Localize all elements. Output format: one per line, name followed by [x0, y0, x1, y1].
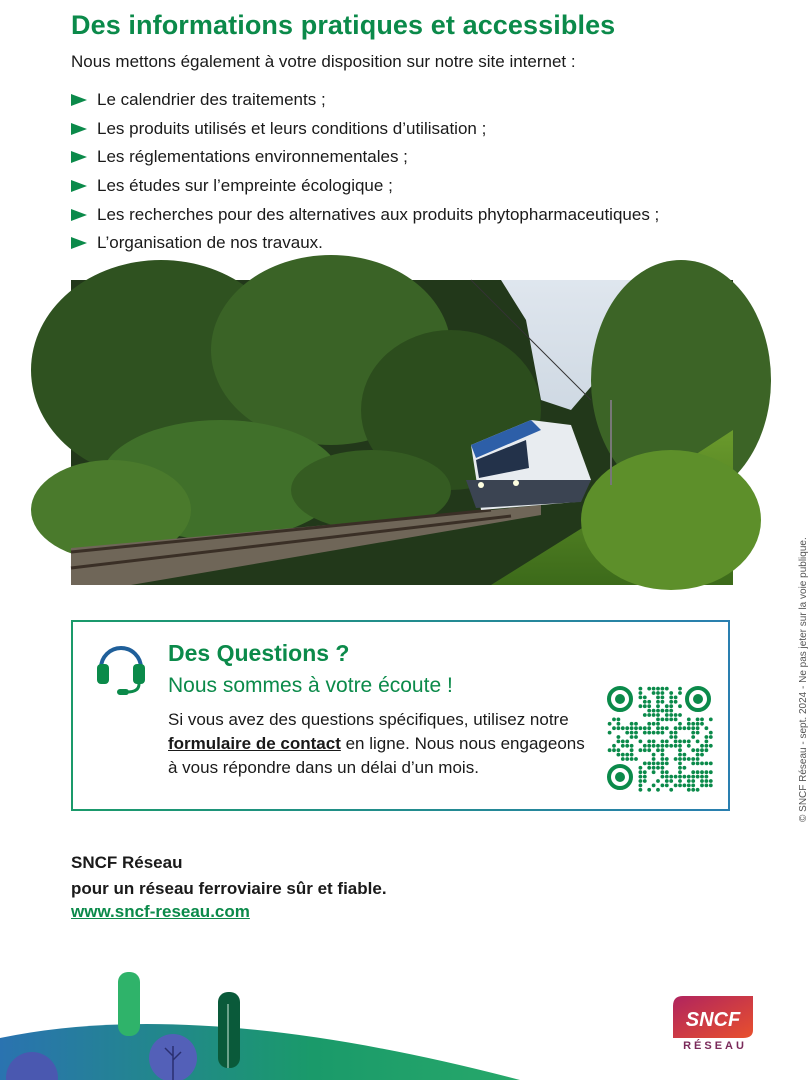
list-item: Les recherches pour des alternatives aux produits phytopharmaceutiques ;: [71, 200, 659, 229]
arrow-bullet-icon: [71, 94, 87, 106]
list-item: L’organisation de nos travaux.: [71, 229, 659, 258]
qr-code-icon[interactable]: [606, 685, 712, 791]
headset-icon: [95, 638, 147, 696]
train-forest-photo: [71, 280, 733, 585]
arrow-bullet-icon: [71, 237, 87, 249]
logo-subtitle: RÉSEAU: [683, 1040, 747, 1052]
website-link[interactable]: www.sncf-reseau.com: [71, 902, 250, 921]
svg-text:SNCF: SNCF: [685, 1009, 741, 1031]
contact-title: Des Questions ?: [168, 640, 350, 666]
arrow-bullet-icon: [71, 180, 87, 192]
copyright-note: © SNCF Réseau - sept. 2024 - Ne pas jeter sur la voie publique.: [798, 537, 809, 822]
landscape-decoration: [0, 960, 520, 1080]
info-list: [71, 86, 659, 258]
arrow-bullet-icon: [71, 209, 87, 221]
contact-subtitle: Nous sommes à votre écoute !: [168, 674, 453, 697]
list-item: Le calendrier des traitements ;: [71, 86, 659, 115]
arrow-bullet-icon: [71, 123, 87, 135]
sncf-reseau-logo: [673, 996, 753, 1038]
section-title: Des informations pratiques et accessibles: [71, 10, 616, 40]
list-item: Les études sur l’empreinte écologique ;: [71, 172, 659, 201]
list-item: Les réglementations environnementales ;: [71, 143, 659, 172]
footer-company: SNCF Réseau pour un réseau ferroviaire sûr et fiable.: [71, 853, 387, 898]
contact-form-link[interactable]: formulaire de contact: [168, 734, 341, 753]
contact-box: [71, 620, 730, 811]
arrow-bullet-icon: [71, 151, 87, 163]
contact-text: Si vous avez des questions spécifiques, utilisez notre formulaire de contact en ligne. Nous nous engageons à vous répondre dans un délai d’un mois.: [168, 710, 585, 777]
list-item: Les produits utilisés et leurs conditions d’utilisation ;: [71, 115, 659, 144]
section-intro: Nous mettons également à votre disposition sur notre site internet :: [71, 52, 576, 71]
